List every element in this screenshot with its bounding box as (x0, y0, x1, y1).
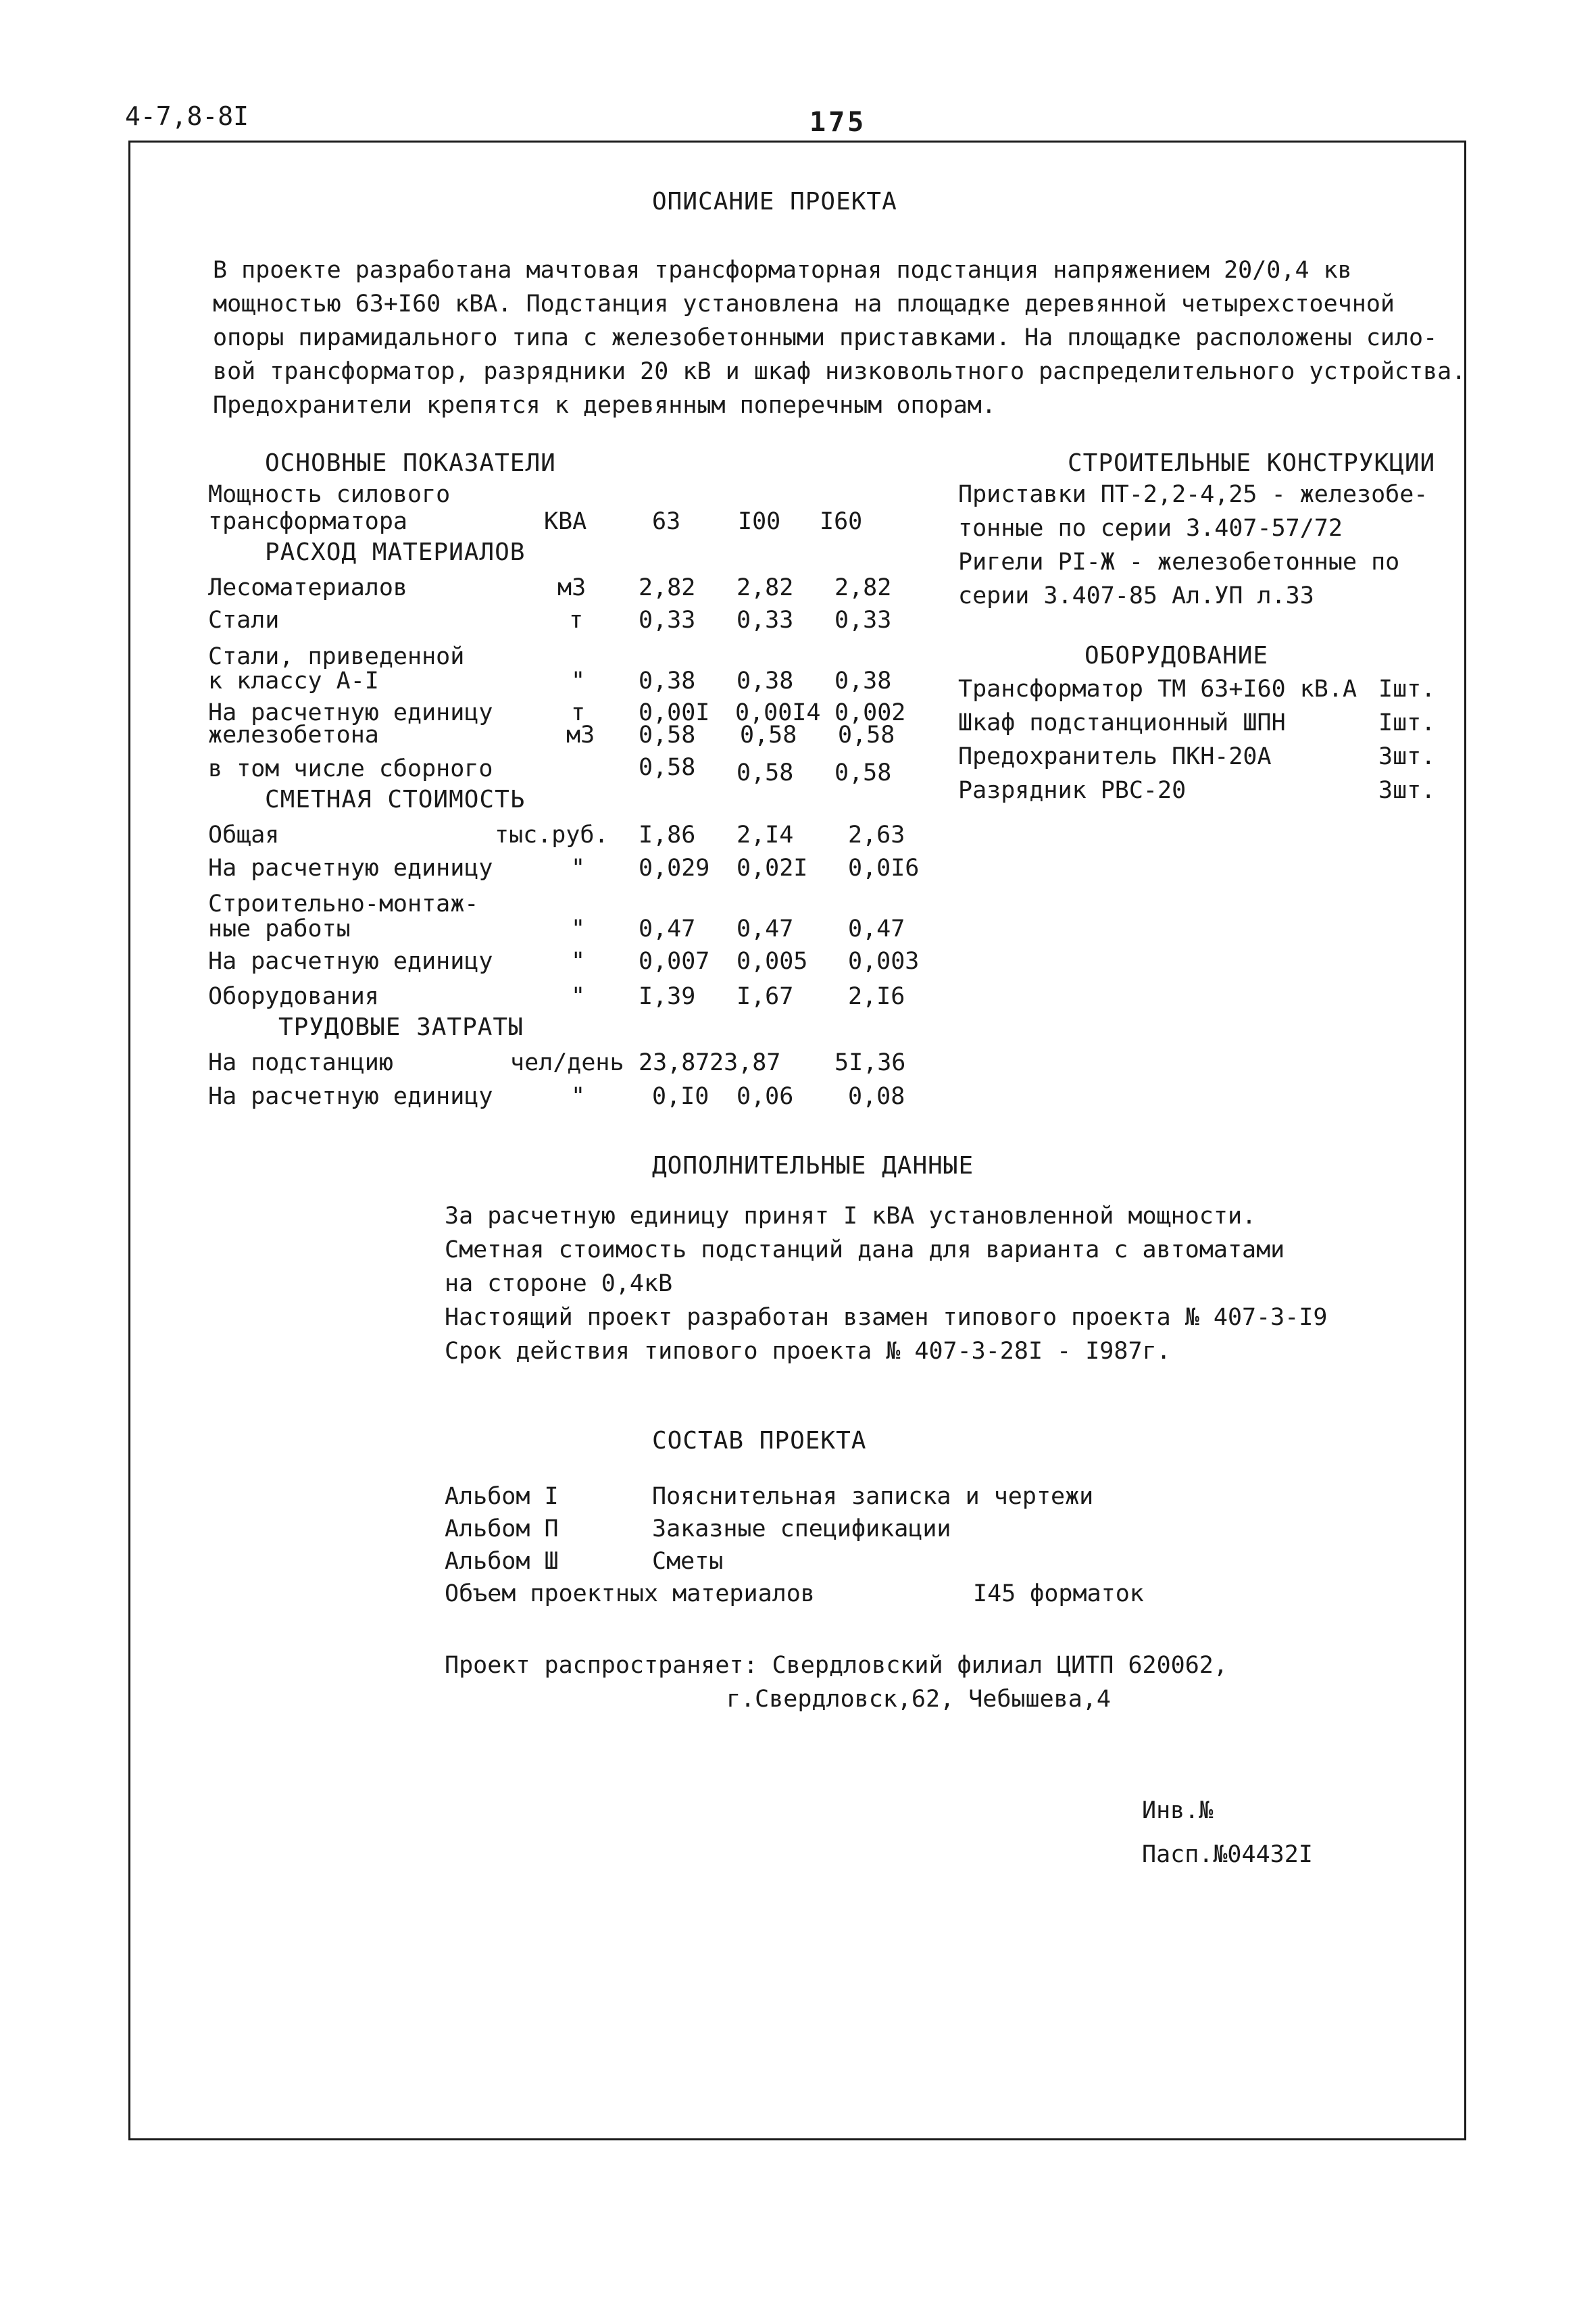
power-value: 63 (652, 508, 681, 535)
construction-per-unit-value: 0,007 (639, 948, 710, 975)
equipment-item-qty: Iшт. (1378, 709, 1436, 736)
steel-a1-value: 0,38 (737, 668, 794, 695)
construction-value: 0,47 (737, 915, 794, 942)
concrete-value: 0,58 (740, 722, 797, 749)
steel-value: 0,33 (639, 607, 696, 634)
steel-a1-label: к классу А-I (208, 668, 379, 695)
total-cost-unit: тыс.руб. (495, 822, 609, 849)
prefab-value: 0,58 (834, 759, 892, 786)
album-name: Альбом Ш (445, 1548, 559, 1575)
lumber-unit: м3 (557, 574, 587, 601)
equipment-item-name: Шкаф подстанционный ШПН (958, 709, 1286, 736)
lumber-value: 2,82 (639, 574, 696, 601)
structures-line: Ригели PI-Ж - железобетонные по (958, 549, 1400, 576)
labor-station-unit: чел/день (510, 1049, 624, 1076)
equipment-cost-unit: " (571, 983, 586, 1010)
materials-title: РАСХОД МАТЕРИАЛОВ (265, 538, 526, 566)
prefab-label: в том числе сборного (208, 755, 493, 782)
volume-value: I45 форматок (973, 1580, 1144, 1607)
per-unit-concrete-label: железобетона (208, 722, 379, 749)
total-cost-label: Общая (208, 822, 280, 849)
main-indicators-title: ОСНОВНЫЕ ПОКАЗАТЕЛИ (265, 449, 556, 477)
per-unit-value: 0,00I (639, 699, 710, 726)
structures-line: Приставки ПТ-2,2-4,25 - железобе- (958, 481, 1428, 508)
description-line: мощностью 63+I60 кВА. Подстанция установлена на площадке деревянной четырехстоечной (213, 291, 1395, 318)
lumber-label: Лесоматериалов (208, 574, 408, 601)
concrete-value: 0,58 (639, 722, 696, 749)
description-paragraph (213, 253, 1466, 422)
total-cost-value: I,86 (639, 822, 696, 849)
total-per-unit-unit: " (571, 855, 586, 882)
equipment-item-name: Разрядник РВС-20 (958, 777, 1187, 804)
per-unit-value: 0,002 (834, 699, 906, 726)
construction-label: ные работы (208, 915, 351, 942)
steel-unit: т (569, 607, 584, 634)
concrete-unit: м3 (566, 722, 595, 749)
equipment-title: ОБОРУДОВАНИЕ (1084, 642, 1269, 670)
additional-line: на стороне 0,4кВ (445, 1270, 673, 1297)
description-line: В проекте разработана мачтовая трансформаторная подстанция напряжением 20/0,4 кв (213, 257, 1352, 284)
construction-per-unit-label: На расчетную единицу (208, 948, 493, 975)
composition-title: СОСТАВ ПРОЕКТА (652, 1427, 867, 1455)
construction-unit: " (571, 915, 586, 942)
labor-station-value: 23,87 (639, 1049, 710, 1076)
labor-station-value: 23,87 (709, 1049, 781, 1076)
equipment-cost-value: I,67 (737, 983, 794, 1010)
per-unit-concrete-label: На расчетную единицу (208, 699, 493, 726)
prefab-value: 0,58 (737, 759, 794, 786)
power-label: трансформатора (208, 508, 408, 535)
labor-station-value: 5I,36 (834, 1049, 906, 1076)
labor-station-label: На подстанцию (208, 1049, 393, 1076)
cost-title: СМЕТНАЯ СТОИМОСТЬ (265, 786, 526, 813)
concrete-value: 0,58 (838, 722, 895, 749)
steel-value: 0,33 (737, 607, 794, 634)
description-line: опоры пирамидального типа с железобетонными приставками. На площадке расположены сило- (213, 324, 1438, 351)
per-unit-unit: т (571, 699, 586, 726)
construction-label: Строительно-монтаж- (208, 890, 479, 917)
total-per-unit-value: 0,0I6 (848, 855, 920, 882)
additional-line: Сметная стоимость подстанций дана для варианта с автоматами (445, 1236, 1285, 1263)
total-per-unit-label: На расчетную единицу (208, 855, 493, 882)
steel-a1-label: Стали, приведенной (208, 643, 465, 670)
structures-line: серии 3.407-85 Ал.УП л.33 (958, 582, 1314, 609)
lumber-value: 2,82 (737, 574, 794, 601)
prefab-value: 0,58 (639, 754, 696, 781)
additional-line: За расчетную единицу принят I кВА установленной мощности. (445, 1203, 1257, 1230)
distributor-line: Проект распространяет: Свердловский филиал ЦИТП 620062, (445, 1652, 1228, 1679)
construction-value: 0,47 (848, 915, 905, 942)
labor-title: ТРУДОВЫЕ ЗАТРАТЫ (278, 1013, 524, 1041)
equipment-cost-value: 2,I6 (848, 983, 905, 1010)
album-desc: Пояснительная записка и чертежи (652, 1483, 1094, 1510)
total-cost-value: 2,I4 (737, 822, 794, 849)
description-line: Предохранители крепятся к деревянным поперечным опорам. (213, 392, 996, 419)
total-cost-value: 2,63 (848, 822, 905, 849)
steel-label: Стали (208, 607, 280, 634)
labor-per-unit-value: 0,I0 (652, 1083, 709, 1110)
description-title: ОПИСАНИЕ ПРОЕКТА (652, 188, 897, 216)
total-per-unit-value: 0,02I (737, 855, 808, 882)
distributor-address: г.Свердловск,62, Чебышева,4 (726, 1686, 1111, 1713)
lumber-value: 2,82 (834, 574, 892, 601)
additional-line: Настоящий проект разработан взамен типового проекта № 407-3-I9 (445, 1304, 1328, 1331)
page-number: 175 (809, 107, 867, 138)
passport-number: Пасп.№04432I (1142, 1841, 1313, 1868)
structures-title: СТРОИТЕЛЬНЫЕ КОНСТРУКЦИИ (1068, 449, 1436, 477)
equipment-item-qty: Iшт. (1378, 676, 1436, 703)
equipment-cost-label: Оборудования (208, 983, 379, 1010)
structures-line: тонные по серии 3.407-57/72 (958, 515, 1343, 542)
equipment-item-name: Трансформатор ТМ 63+I60 кВ.А (958, 676, 1357, 703)
total-per-unit-value: 0,029 (639, 855, 710, 882)
additional-line: Срок действия типового проекта № 407-3-28I - I987г. (445, 1338, 1171, 1365)
per-unit-value: 0,00I4 (735, 699, 821, 726)
labor-per-unit-value: 0,08 (848, 1083, 905, 1110)
construction-per-unit-value: 0,003 (848, 948, 920, 975)
volume-label: Объем проектных материалов (445, 1580, 815, 1607)
construction-per-unit-unit: " (571, 948, 586, 975)
equipment-item-qty: 3шт. (1378, 743, 1436, 770)
album-desc: Сметы (652, 1548, 724, 1575)
document-code: 4-7,8-8I (125, 101, 249, 131)
labor-per-unit-label: На расчетную единицу (208, 1083, 493, 1110)
additional-title: ДОПОЛНИТЕЛЬНЫЕ ДАННЫЕ (652, 1152, 974, 1180)
power-unit: КВА (544, 508, 587, 535)
construction-value: 0,47 (639, 915, 696, 942)
steel-a1-unit: " (571, 668, 586, 695)
steel-a1-value: 0,38 (834, 668, 892, 695)
album-name: Альбом П (445, 1515, 559, 1542)
album-desc: Заказные спецификации (652, 1515, 951, 1542)
labor-per-unit-unit: " (571, 1083, 586, 1110)
equipment-item-name: Предохранитель ПКН-20А (958, 743, 1272, 770)
album-name: Альбом I (445, 1483, 559, 1510)
power-label: Мощность силового (208, 481, 451, 508)
power-value: I00 (738, 508, 781, 535)
labor-per-unit-value: 0,06 (737, 1083, 794, 1110)
construction-per-unit-value: 0,005 (737, 948, 808, 975)
inventory-number: Инв.№ (1142, 1797, 1214, 1824)
equipment-cost-value: I,39 (639, 983, 696, 1010)
steel-value: 0,33 (834, 607, 892, 634)
power-value: I60 (820, 508, 863, 535)
equipment-item-qty: 3шт. (1378, 777, 1436, 804)
steel-a1-value: 0,38 (639, 668, 696, 695)
description-line: вой трансформатор, разрядники 20 кВ и шкаф низковольтного распределительного устройства. (213, 358, 1466, 385)
page-frame (128, 141, 1466, 2140)
